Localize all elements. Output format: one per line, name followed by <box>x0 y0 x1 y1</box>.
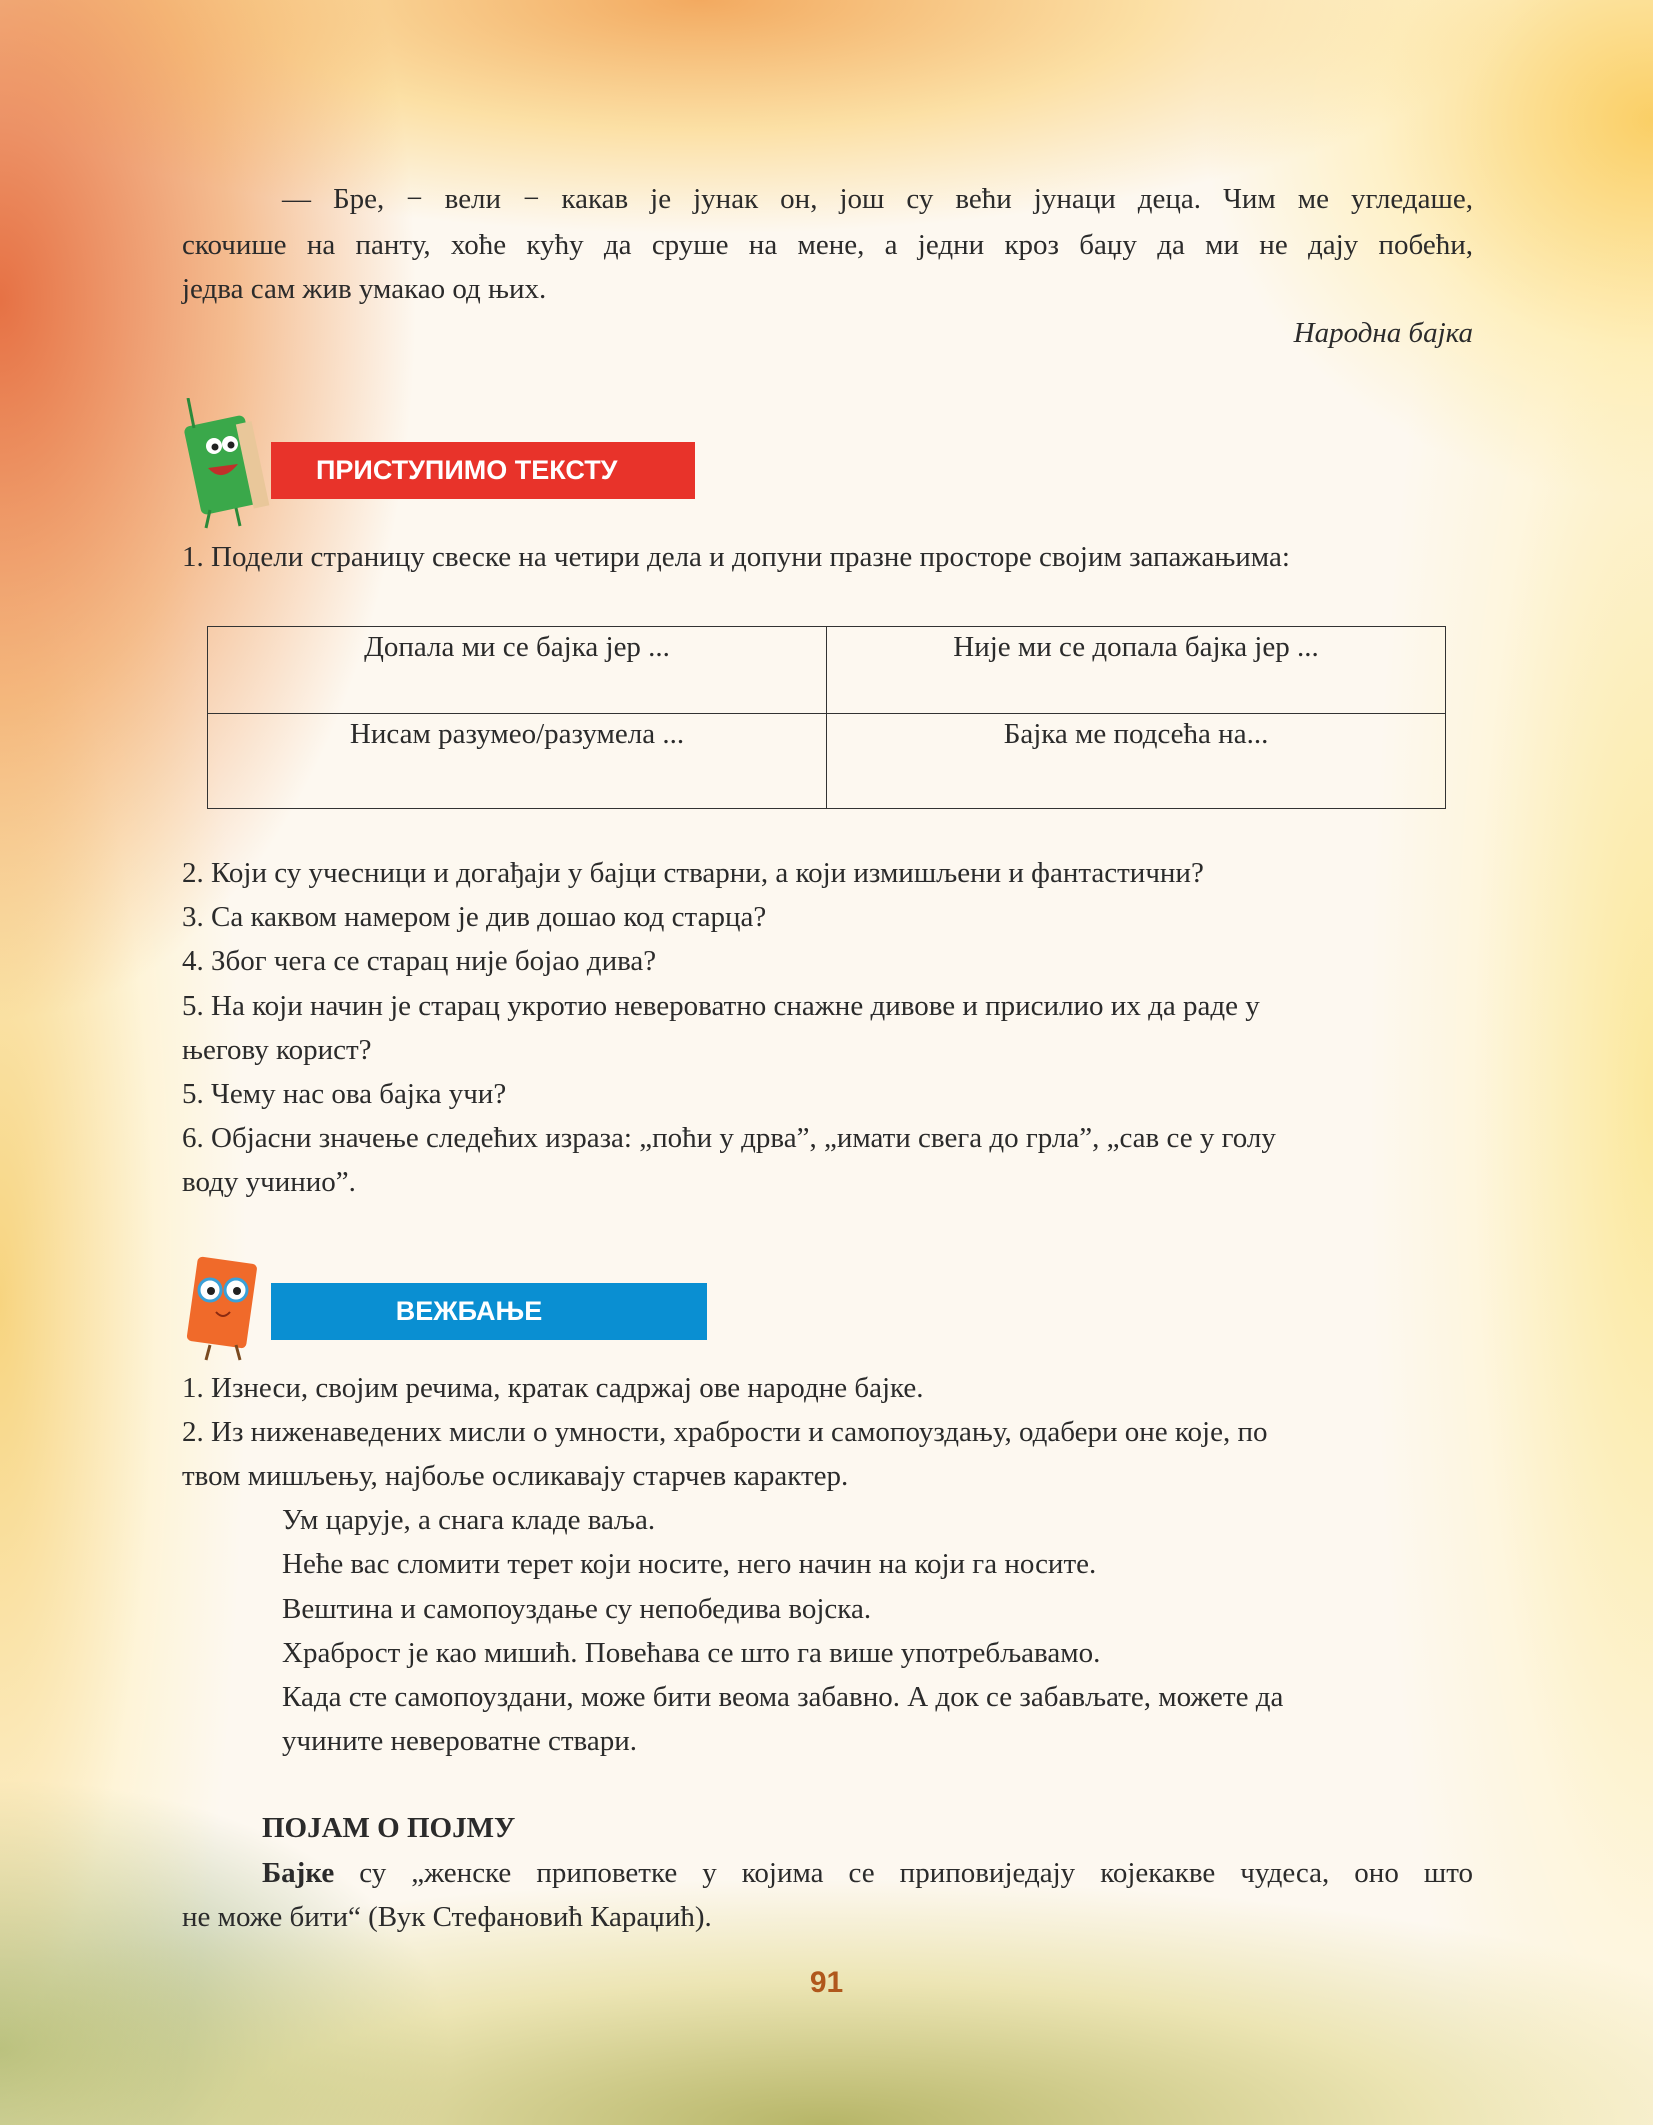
table-cell: Нисам разумео/разумела ... <box>208 714 827 809</box>
green-book-mascot-icon <box>180 398 280 530</box>
concept-term: Бајке <box>262 1857 335 1889</box>
concept-line-1 <box>182 1851 1473 1895</box>
table-cell: Бајка ме подсећа на... <box>827 714 1446 809</box>
page-number: 91 <box>809 1966 844 1999</box>
exercise-2-cont: твом мишљењу, најбоље осликавају старчев карактер. <box>182 1460 849 1492</box>
intro-line-1: — Бре, − вели − какав је јунак он, још су већи јунаци деца. Чим ме угледаше, <box>282 183 1473 215</box>
concept-heading: ПОЈАМ О ПОЈМУ <box>262 1812 516 1844</box>
concept-line-2: не може бити“ (Вук Стефановић Караџић). <box>182 1901 712 1933</box>
quote: Вештина и самопоуздање су непобедива војска. <box>282 1593 872 1625</box>
banner-title: ВЕЖБАЊЕ <box>395 1296 543 1326</box>
question-1: 1. Подели страницу свеске на четири дела и допуни празне просторе својим запажањима: <box>182 541 1290 573</box>
exercise-2: 2. Из ниженаведених мисли о умности, храбрости и самопоуздању, одабери оне које, по <box>182 1416 1268 1448</box>
concept-text: су „женске приповетке у којима се приповиједају којекакве чудеса, оно што <box>334 1857 1473 1889</box>
question-5-cont: његову корист? <box>182 1034 372 1066</box>
attribution: Народна бајка <box>1293 317 1473 349</box>
question-3: 3. Са каквом намером је див дошао код старца? <box>182 901 767 933</box>
quote: Неће вас сломити терет који носите, него начин на који га носите. <box>282 1548 1097 1580</box>
table-cell: Није ми се допала бајка јер ... <box>827 627 1446 714</box>
intro-line-3: једва сам жив умакао од њих. <box>182 273 547 305</box>
question-4: 4. Због чега се старац није бојао дива? <box>182 945 657 977</box>
question-5b: 5. Чему нас ова бајка учи? <box>182 1078 507 1110</box>
section-banner-vezbanje <box>271 1283 707 1340</box>
section-banner-pristupimo-tekstu <box>271 442 695 499</box>
question-2: 2. Који су учесници и догађаји у бајци стварни, а који измишљени и фантастични? <box>182 857 1204 889</box>
exercise-1: 1. Изнеси, својим речима, кратак садржај ове народне бајке. <box>182 1372 924 1404</box>
intro-line-2: скочише на панту, хоће кућу да сруше на мене, а једни кроз баџу да ми не дају побећи, <box>182 229 1473 261</box>
question-6-cont: воду учинио”. <box>182 1166 356 1198</box>
question-5: 5. На који начин је старац укротио невероватно снажне дивове и присилио их да раде у <box>182 990 1260 1022</box>
quote: учините невероватне ствари. <box>282 1725 637 1757</box>
quote: Ум царује, а снага кладе ваља. <box>282 1504 656 1536</box>
table-cell: Допала ми се бајка јер ... <box>208 627 827 714</box>
question-6: 6. Објасни значење следећих израза: „поћи у дрва”, „имати свега до грла”, „сав се у голу <box>182 1122 1276 1154</box>
quote: Када сте самопоуздани, може бити веома забавно. А док се забављате, можете да <box>282 1681 1284 1713</box>
observations-table <box>207 626 1446 809</box>
orange-book-mascot-icon <box>180 1250 280 1365</box>
banner-title: ПРИСТУПИМО ТЕКСТУ <box>316 455 618 485</box>
quote: Храброст је као мишић. Повећава се што га више употребљавамо. <box>282 1637 1101 1669</box>
